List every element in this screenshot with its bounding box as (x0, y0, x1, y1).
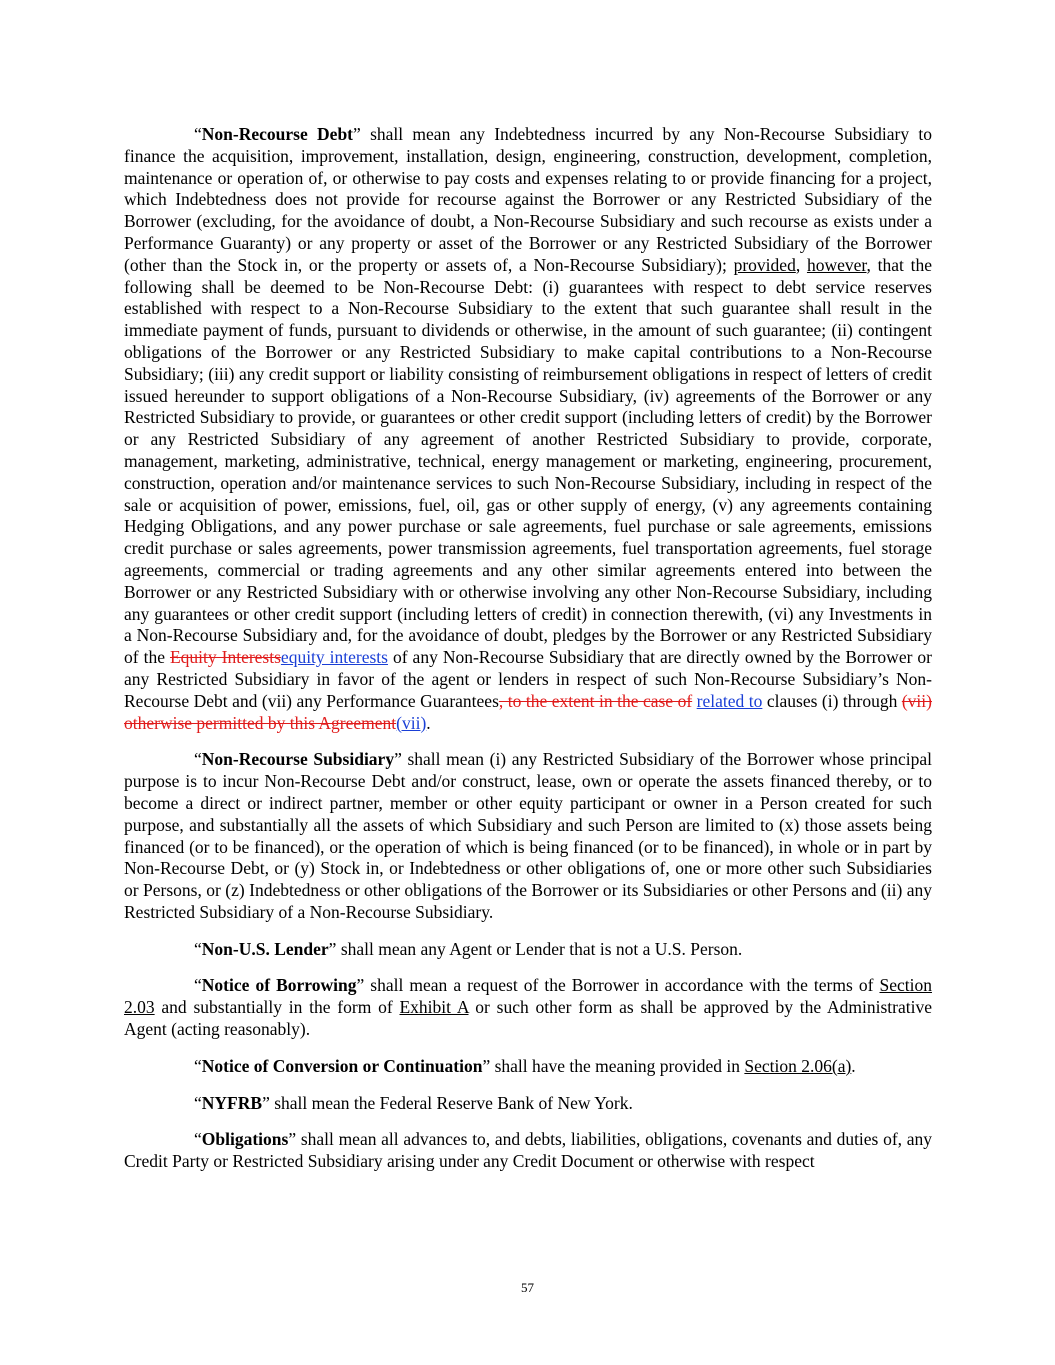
definition-non-us-lender (124, 939, 932, 961)
open-quote: “ (194, 124, 202, 144)
definition-notice-of-conversion (124, 1056, 932, 1078)
defined-term: Non-Recourse Debt (201, 124, 353, 144)
definition-non-recourse-debt (124, 124, 932, 734)
definition-non-recourse-subsidiary (124, 749, 932, 923)
inserted-text: equity interests (280, 647, 388, 668)
definition-text: ” shall mean all advances to, and debts, liabilities, obligations, covenants and duties of, any Credit Party or Restricted Subsidiary arising under any Credit Document or otherwise with respect (124, 1129, 932, 1172)
deleted-text: Equity Interests (169, 647, 281, 668)
document-page (124, 124, 932, 1173)
defined-term: Non-Recourse Subsidiary (201, 749, 395, 770)
open-quote: “ (194, 1055, 202, 1076)
definition-text: , that the following shall be deemed to be Non-Recourse Debt: (i) guarantees with respect to debt service reserves established with respect to a Non-Recourse Subsidiary to the extent that such guarantee shall result in the immediate payment of funds, pursuant to dividends or otherwise, in the amount of such guarantee; (ii) contingent obligations of the Borrower or any Restricted Subsidiary to make capital contributions to a Non-Recourse Subsidiary; (iii) any credit support or liability consisting of reimbursement obligations in respect of letters of credit issued hereunder to support obligations of a Non-Recourse Subsidiary, (iv) agreements of the Borrower or any Restricted Subsidiary to provide, or guarantees or other credit support (including letters of credit) by the Borrower or any Restricted Subsidiary of any agreement of another Restricted Subsidiary to provide, corporate, management, marketing, administrative, technical, energy management or marketing, engineering, procurement, construction, operation and/or maintenance services to such Non-Recourse Subsidiary, including in respect of the sale or acquisition of power, emissions, fuel, oil, gas or other supply of energy, (v) any agreements containing Hedging Obligations, and any power purchase or sale agreements, fuel purchase or sale agreements, emissions credit purchase or sales agreements, power transmission agreements, fuel transportation agreements, fuel storage agreements, commercial or trading agreements and any other similar agreements entered into between the Borrower or any Restricted Subsidiary with or otherwise involving any other Non-Recourse Subsidiary, including any guarantees or other credit support (including letters of credit) in connection therewith, (vi) any Investments in a Non-Recourse Subsidiary and, for the avoidance of doubt, pledges by the Borrower or any Restricted Subsidiary of the (124, 254, 933, 668)
separator-text: , (795, 254, 807, 275)
section-reference-link[interactable]: Section 2.03 (124, 975, 932, 1018)
definition-text: ” shall mean any Agent or Lender that is not a U.S. Person. (328, 938, 743, 959)
open-quote: “ (194, 1092, 202, 1113)
definition-text: and substantially in the form of (154, 997, 400, 1018)
inserted-text: (vii) (396, 712, 427, 733)
defined-term: NYFRB (201, 1092, 263, 1113)
open-quote: “ (194, 1129, 202, 1150)
definition-text: ” shall mean (i) any Restricted Subsidiary of the Borrower whose principal purpose is to incur Non-Recourse Debt and/or construct, lease, own or operate the assets financed thereby, or to become a direct or indirect partner, member or other equity participant or owner in a Person created for such purpose, and substantially all the assets of which Subsidiary and such Person are limited to (x) those assets being financed (or to be financed), or the operation of which is being financed (or to be financed), in whole or in part by Non-Recourse Debt, or (y) Stock in, or Indebtedness or other obligations of, one or more other such Subsidiaries or Persons, or (z) Indebtedness or other obligations of the Borrower or its Subsidiaries or other Persons and (ii) any Restricted Subsidiary of a Non-Recourse Subsidiary. (124, 749, 932, 922)
period-text: . (426, 712, 431, 733)
deleted-text: , to the extent in the case of (498, 690, 693, 711)
definition-text: ” shall mean the Federal Reserve Bank of New York. (262, 1092, 633, 1113)
definition-text: ” shall have the meaning provided in (482, 1055, 745, 1076)
underlined-provided: provided (733, 254, 796, 275)
defined-term: Obligations (201, 1129, 289, 1150)
open-quote: “ (194, 938, 202, 959)
underlined-however: however (806, 254, 867, 275)
defined-term: Notice of Borrowing (201, 975, 357, 996)
section-reference-link[interactable]: Section 2.06(a) (744, 1055, 852, 1076)
defined-term: Notice of Conversion or Continuation (201, 1055, 483, 1076)
period-text: . (851, 1055, 856, 1076)
definition-text: clauses (i) through (762, 690, 902, 711)
inserted-text: related to (696, 690, 763, 711)
definition-nyfrb (124, 1093, 932, 1115)
definition-text: ” shall mean any Indebtedness incurred by any Non-Recourse Subsidiary to finance the acquisition, improvement, installation, design, engineering, construction, development, completion, maintenance or operation of, or otherwise to pay costs and expenses relating to or provide financing for a project, which Indebtedness does not provide for recourse against the Borrower or any Restricted Subsidiary of the Borrower (excluding, for the avoidance of doubt, a Non-Recourse Subsidiary and such recourse as exists under a Performance Guaranty) or any property or asset of the Borrower or any Restricted Subsidiary of the Borrower (other than the Stock in, or the property or assets of, a Non-Recourse Subsidiary); (124, 124, 932, 275)
definition-notice-of-borrowing (124, 975, 932, 1040)
deleted-text: (vii) otherwise permitted by this Agreement (124, 690, 932, 733)
page-number: 57 (521, 1280, 534, 1295)
open-quote: “ (194, 975, 202, 996)
exhibit-reference-link[interactable]: Exhibit A (399, 997, 469, 1018)
definition-text: ” shall mean a request of the Borrower in accordance with the terms of (356, 975, 880, 996)
definition-obligations (124, 1129, 932, 1173)
defined-term: Non-U.S. Lender (201, 938, 329, 959)
definition-text: or such other form as shall be approved by the Administrative Agent (acting reasonably). (124, 997, 932, 1040)
open-quote: “ (194, 749, 202, 770)
definition-text: of any Non-Recourse Subsidiary that are directly owned by the Borrower or any Restricted Subsidiary in favor of the agent or lenders in respect of such Non-Recourse Subsidiary’s Non-Recourse Debt and (vii) any Performance Guarantees (124, 647, 932, 711)
